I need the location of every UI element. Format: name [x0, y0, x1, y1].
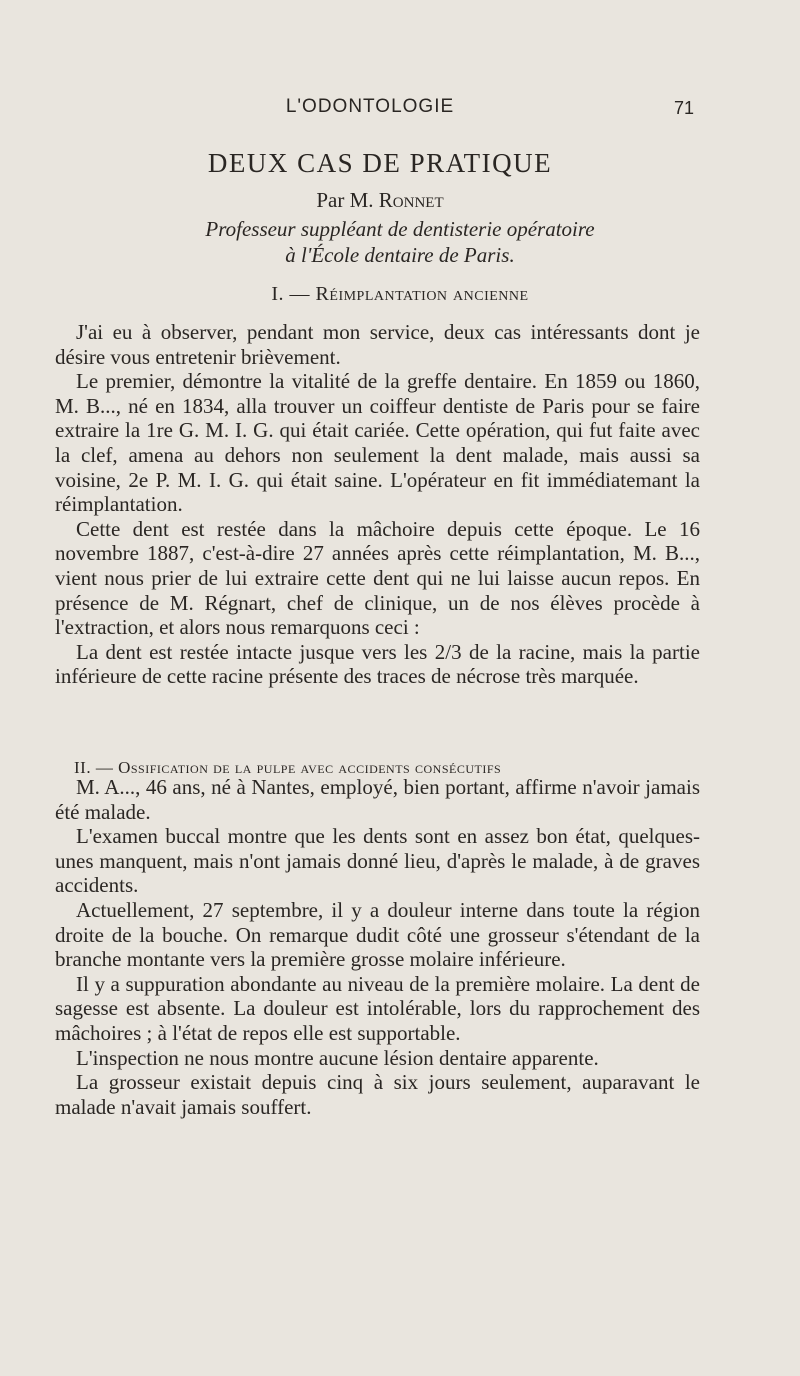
paragraph: La dent est restée intacte jusque vers les 2/3 de la racine, mais la partie inférieure de cette racine présente des traces de nécrose très marquée.	[55, 639, 700, 689]
page-number: 71	[673, 98, 694, 118]
byline	[0, 188, 760, 213]
paragraph: Actuellement, 27 septembre, il y a douleur interne dans toute la région droite de la bouche. On remarque dudit côté une grosseur s'étendant de la branche montante vers la première grosse molaire inférieure.	[55, 897, 700, 972]
author-name: Ronnet	[378, 188, 444, 212]
byline-prefix: Par M.	[316, 188, 374, 212]
journal-title: L'ODONTOLOGIE	[285, 96, 455, 117]
paragraph: J'ai eu à observer, pendant mon service, deux cas intéressants dont je désire vous entretenir brièvement.	[55, 320, 700, 369]
section-1-heading: I. — Réimplantation ancienne	[271, 283, 529, 305]
section-1-body	[55, 320, 700, 689]
affiliation-line-1: Professeur suppléant de dentisterie opératoire	[205, 217, 595, 241]
running-header	[0, 96, 800, 126]
paragraph: M. A..., 46 ans, né à Nantes, employé, bien portant, affirme n'avoir jamais été malade.	[55, 775, 700, 824]
paragraph: Cette dent est restée dans la mâchoire depuis cette époque. Le 16 novembre 1887, c'est-à-dire 27 années après cette réimplantation, M. B..., vient nous prier de lui extraire cette dent qui ne lui laisse aucun repos. En présence de M. Régnart, chef de clinique, un de nos élèves procède à l'extraction, et alors nous remarquons ceci :	[55, 516, 700, 640]
section-2-body	[55, 775, 700, 1119]
article-title: DEUX CAS DE PRATIQUE	[207, 148, 553, 178]
paragraph: L'inspection ne nous montre aucune lésion dentaire apparente.	[76, 1045, 599, 1070]
paragraph: Le premier, démontre la vitalité de la greffe dentaire. En 1859 ou 1860, M. B..., né en 1834, alla trouver un coiffeur dentiste de Paris pour se faire extraire la 1re G. M. I. G. qui était cariée. Cette opération, qui fut faite avec la clef, amena au dehors non seulement la dent malade, mais aussi sa voisine, 2e P. M. I. G. qui était saine. L'opérateur en fit immédiatemant la réimplantation.	[55, 369, 700, 517]
section-2-heading: II. — Ossification de la pulpe avec accidents consécutifs	[74, 758, 502, 777]
paragraph: La grosseur existait depuis cinq à six jours seulement, auparavant le malade n'avait jamais souffert.	[55, 1070, 700, 1119]
affiliation-line-2: à l'École dentaire de Paris.	[285, 243, 515, 267]
paragraph: L'examen buccal montre que les dents sont en assez bon état, quelques-unes manquent, mais n'ont jamais donné lieu, d'après le malade, à de graves accidents.	[55, 824, 700, 898]
paragraph: Il y a suppuration abondante au niveau de la première molaire. La dent de sagesse est absente. La douleur est intolérable, lors du rapprochement des mâchoires ; à l'état de repos elle est supportable.	[55, 971, 700, 1045]
